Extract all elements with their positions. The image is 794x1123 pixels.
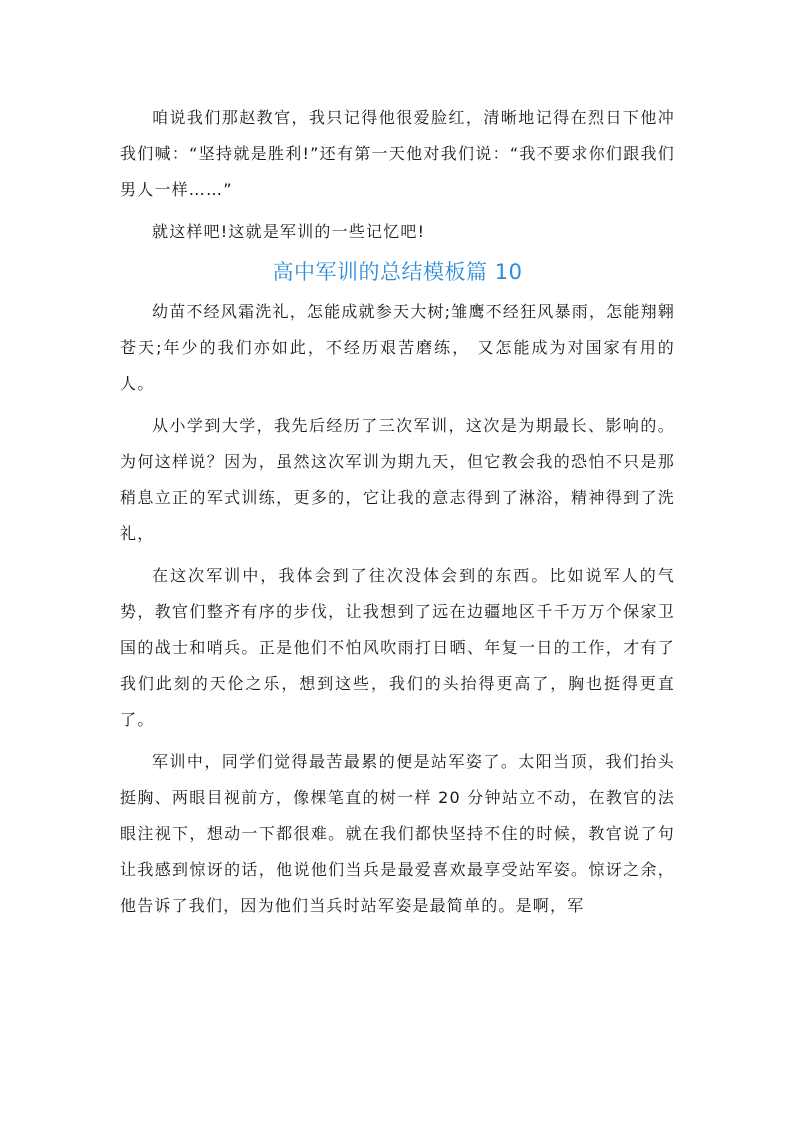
document-body [120, 100, 675, 924]
paragraph: 咱说我们那赵教官，我只记得他很爱脸红，清晰地记得在烈日下他冲我们喊：“坚持就是胜利!”还有第一天他对我们说：“我不要求你们跟我们男人一样……” [120, 108, 675, 199]
paragraph: 就这样吧!这就是军训的一些记忆吧! [152, 222, 426, 241]
paragraph: 军训中，同学们觉得最苦最累的便是站军姿了。太阳当顶，我们抬头挺胸、两眼目视前方，像棵笔直的树一样 20 分钟站立不动，在教官的法眼注视下，想动一下都很难。就在我们都快坚持不住的时候，教官说了句让我感到惊讶的话，他说他们当兵是最爱喜欢最享受站军姿。惊讶之余，他告诉了我们，因为他们当兵时站军姿是最简单的。是啊，军 [120, 752, 675, 915]
section-title: 高中军训的总结模板篇 10 [272, 260, 523, 284]
paragraph: 从小学到大学，我先后经历了三次军训，这次是为期最长、影响的。为何这样说？因为，虽然这次军训为期九天，但它教会我的恐怕不只是那稍息立正的军式训练，更多的，它让我的意志得到了淋浴，精神得到了洗礼， [120, 416, 675, 543]
paragraph: 在这次军训中，我体会到了往次没体会到的东西。比如说军人的气势，教官们整齐有序的步伐，让我想到了远在边疆地区千千万万个保家卫国的战士和哨兵。正是他们不怕风吹雨打日晒、年复一日的工作，才有了我们此刻的天伦之乐，想到这些，我们的头抬得更高了，胸也挺得更直了。 [120, 566, 675, 729]
paragraph: 幼苗不经风霜洗礼，怎能成就参天大树;雏鹰不经狂风暴雨，怎能翔翱苍天;年少的我们亦如此，不经历艰苦磨练， 又怎能成为对国家有用的人。 [120, 302, 675, 393]
